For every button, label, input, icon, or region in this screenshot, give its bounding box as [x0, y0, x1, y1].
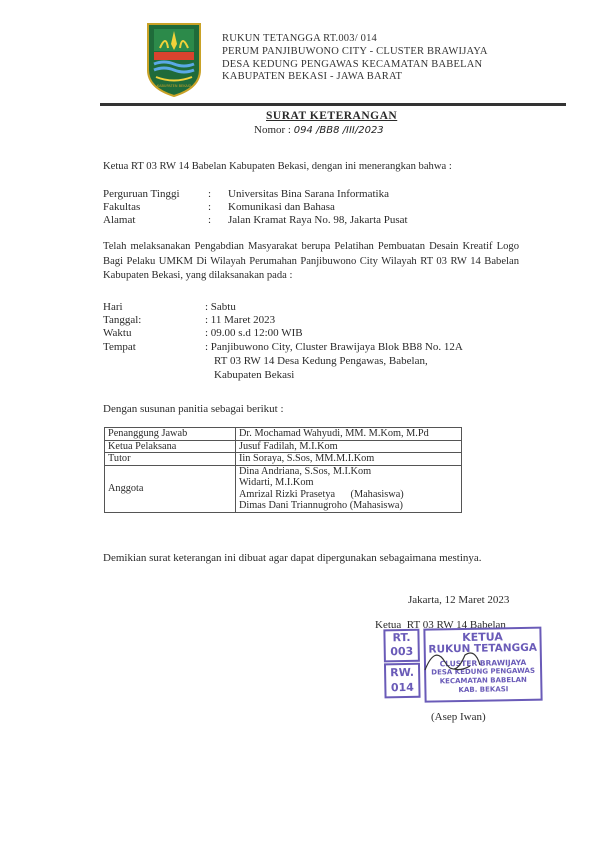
letterhead-line-1: RUKUN TETANGGA RT.003/ 014: [222, 33, 378, 44]
stamp-rt-label: RT.: [392, 630, 411, 645]
signature-title: Ketua RT 03 RW 14 Babelan: [375, 619, 506, 631]
institution-value: Jalan Kramat Raya No. 98, Jakarta Pusat: [228, 214, 408, 226]
committee-name: Jusuf Fadilah, M.I.Kom: [236, 440, 462, 453]
stamp-line-1: CLUSTER BRAWIJAYA: [439, 657, 527, 669]
committee-role: Tutor: [105, 453, 236, 466]
schedule-key: Tanggal:: [103, 314, 142, 326]
committee-intro: Dengan susunan panitia sebagai berikut :: [103, 403, 284, 415]
number-value: 094 /BB8 /III/2023: [293, 125, 384, 136]
schedule-value: : 09.00 s.d 12:00 WIB: [205, 327, 303, 339]
institution-value: Komunikasi dan Bahasa: [228, 201, 335, 213]
stamp-rt-number: 003: [390, 644, 414, 659]
body-paragraph: Telah melaksanakan Pengabdian Masyarakat berupa Pelatihan Pembuatan Desain Kreatif Logo Bagi Pelaku UMKM Di Wilayah Perumahan Panjibuwono City Wilayah RT 03 RW 14 Babelan Kabupaten Bekasi, yang dilaksanakan pada :: [103, 241, 519, 281]
schedule-key: Waktu: [103, 327, 132, 339]
place-continuation: Kabupaten Bekasi: [214, 369, 295, 381]
institution-sep: :: [208, 188, 212, 200]
committee-role: Penanggung Jawab: [105, 428, 236, 441]
signature-name: (Asep Iwan): [431, 711, 486, 723]
table-row: [105, 465, 462, 512]
committee-role: Anggota: [105, 465, 236, 512]
table-row: [105, 428, 462, 441]
institution-key: Fakultas: [103, 201, 141, 213]
stamp-line-4: KAB. BEKASI: [458, 685, 509, 695]
letterhead: [222, 33, 488, 84]
schedule-value: : 11 Maret 2023: [205, 314, 276, 326]
place-continuation: RT 03 RW 14 Desa Kedung Pengawas, Babelan,: [214, 355, 428, 367]
table-row: [105, 440, 462, 453]
table-row: [105, 453, 462, 466]
letterhead-line-3: DESA KEDUNG PENGAWAS KECAMATAN BABELAN: [222, 58, 483, 70]
schedule-value: : Sabtu: [205, 301, 236, 313]
stamp-line-3: KECAMATAN BABELAN: [439, 675, 527, 686]
regency-logo: [146, 22, 202, 98]
institution-value: Universitas Bina Sarana Informatika: [228, 188, 389, 200]
committee-name: Dr. Mochamad Wahyudi, MM. M.Kom, M.Pd: [236, 428, 462, 441]
committee-name: Dina Andriana, S.Sos, M.I.Kom: [239, 465, 372, 477]
institution-key: Perguruan Tinggi: [103, 188, 180, 200]
letterhead-line-2: PERUM PANJIBUWONO CITY - CLUSTER BRAWIJAYA: [222, 45, 488, 57]
stamp-line-2: DESA KEDUNG PENGAWAS: [431, 666, 536, 677]
institution-sep: :: [208, 201, 212, 213]
stamp-rt-box: [383, 629, 420, 663]
committee-name: Widarti, M.I.Kom: [239, 477, 314, 488]
committee-name: Dimas Dani Triannugroho (Mahasiswa): [239, 500, 403, 511]
institution-key: Alamat: [103, 214, 136, 226]
stamp-rw-number: 014: [390, 680, 414, 695]
signature-place-date: Jakarta, 12 Maret 2023: [408, 594, 510, 606]
committee-names: [236, 465, 462, 512]
schedule-key: Tempat: [103, 341, 136, 353]
stamp-rw-label: RW.: [390, 665, 415, 680]
closing-text: Demikian surat keterangan ini dibuat agar dapat dipergunakan sebagaimana mestinya.: [103, 552, 482, 564]
stamp-heading-1: KETUA: [462, 630, 503, 645]
institution-sep: :: [208, 214, 212, 226]
number-label: Nomor :: [254, 124, 291, 136]
committee-name: Amrizal Rizki Prasetya (Mahasiswa): [239, 488, 404, 500]
signature-scribble: [420, 640, 490, 680]
document-title: SURAT KETERANGAN: [266, 110, 398, 122]
logo-caption: KABUPATEN BEKASI: [156, 84, 192, 88]
committee-table: [104, 427, 462, 513]
intro-text: Ketua RT 03 RW 14 Babelan Kabupaten Bekasi, dengan ini menerangkan bahwa :: [103, 161, 452, 172]
letterhead-divider: [100, 103, 566, 106]
letterhead-line-4: KABUPATEN BEKASI - JAWA BARAT: [222, 71, 403, 83]
schedule-key: Hari: [103, 301, 123, 313]
schedule-value: : Panjibuwono City, Cluster Brawijaya Blok BB8 No. 12A: [205, 341, 463, 353]
committee-role: Ketua Pelaksana: [105, 440, 236, 453]
document-number: [254, 124, 384, 136]
stamp-rw-box: [384, 663, 421, 699]
stamp-heading-2: RUKUN TETANGGA: [428, 641, 538, 656]
committee-name: Iin Soraya, S.Sos, MM.M.I.Kom: [236, 453, 462, 466]
